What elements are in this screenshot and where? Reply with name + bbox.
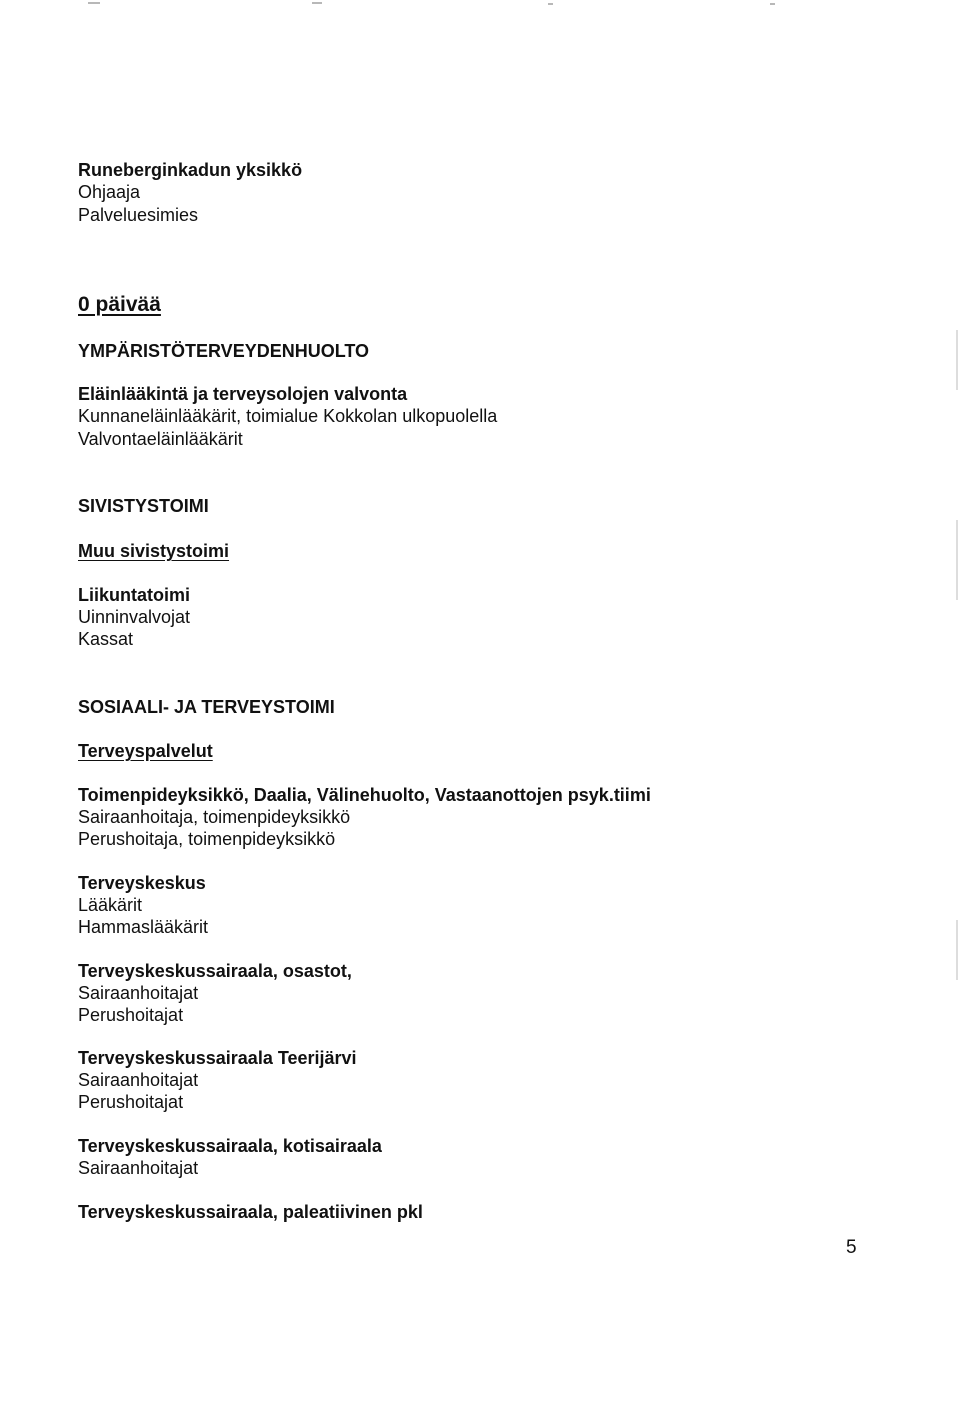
list-item: Perushoitajat bbox=[78, 1092, 184, 1112]
list-item: Sairaanhoitaja, toimenpideyksikkö bbox=[78, 807, 351, 827]
list-item: Hammaslääkärit bbox=[78, 917, 209, 937]
scan-edge-mark bbox=[956, 920, 958, 980]
scan-speck bbox=[88, 2, 100, 4]
group-heading: Terveyskeskussairaala, kotisairaala bbox=[78, 1136, 382, 1156]
list-item: Kassat bbox=[78, 629, 134, 649]
group-heading: Terveyskeskussairaala, paleatiivinen pkl bbox=[78, 1202, 423, 1222]
subsection-heading: Terveyspalvelut bbox=[78, 741, 213, 761]
unit-title: Runeberginkadun yksikkö bbox=[78, 160, 303, 180]
list-item: Sairaanhoitajat bbox=[78, 1158, 199, 1178]
group-heading: Terveyskeskussairaala Teerijärvi bbox=[78, 1048, 357, 1068]
list-item: Kunnaneläinlääkärit, toimialue Kokkolan ulkopuolella bbox=[78, 406, 498, 426]
subsection-heading: Muu sivistystoimi bbox=[78, 541, 230, 561]
days-heading: 0 päivää bbox=[78, 293, 161, 316]
list-item: Perushoitajat bbox=[78, 1005, 184, 1025]
group-heading: Terveyskeskus bbox=[78, 873, 206, 893]
group-heading: Liikuntatoimi bbox=[78, 585, 190, 605]
section-heading: SOSIAALI- JA TERVEYSTOIMI bbox=[78, 697, 335, 717]
list-item: Sairaanhoitajat bbox=[78, 983, 199, 1003]
list-item: Sairaanhoitajat bbox=[78, 1070, 199, 1090]
scan-speck bbox=[312, 2, 322, 4]
section-heading: YMPÄRISTÖTERVEYDENHUOLTO bbox=[78, 341, 370, 361]
section-heading: SIVISTYSTOIMI bbox=[78, 496, 209, 516]
role-text: Palveluesimies bbox=[78, 205, 199, 225]
scan-edge-mark bbox=[956, 520, 958, 600]
list-item: Uinninvalvojat bbox=[78, 607, 191, 627]
scan-edge-mark bbox=[956, 330, 958, 390]
scan-speck bbox=[770, 3, 775, 5]
group-heading: Terveyskeskussairaala, osastot, bbox=[78, 961, 352, 981]
group-heading: Toimenpideyksikkö, Daalia, Välinehuolto, Vastaanottojen psyk.tiimi bbox=[78, 785, 651, 805]
role-text: Ohjaaja bbox=[78, 182, 141, 202]
list-item: Perushoitaja, toimenpideyksikkö bbox=[78, 829, 336, 849]
page-number: 5 bbox=[846, 1237, 857, 1258]
subsection-heading: Eläinlääkintä ja terveysolojen valvonta bbox=[78, 384, 408, 404]
list-item: Lääkärit bbox=[78, 895, 143, 915]
scan-speck bbox=[548, 3, 553, 5]
list-item: Valvontaeläinlääkärit bbox=[78, 429, 243, 449]
